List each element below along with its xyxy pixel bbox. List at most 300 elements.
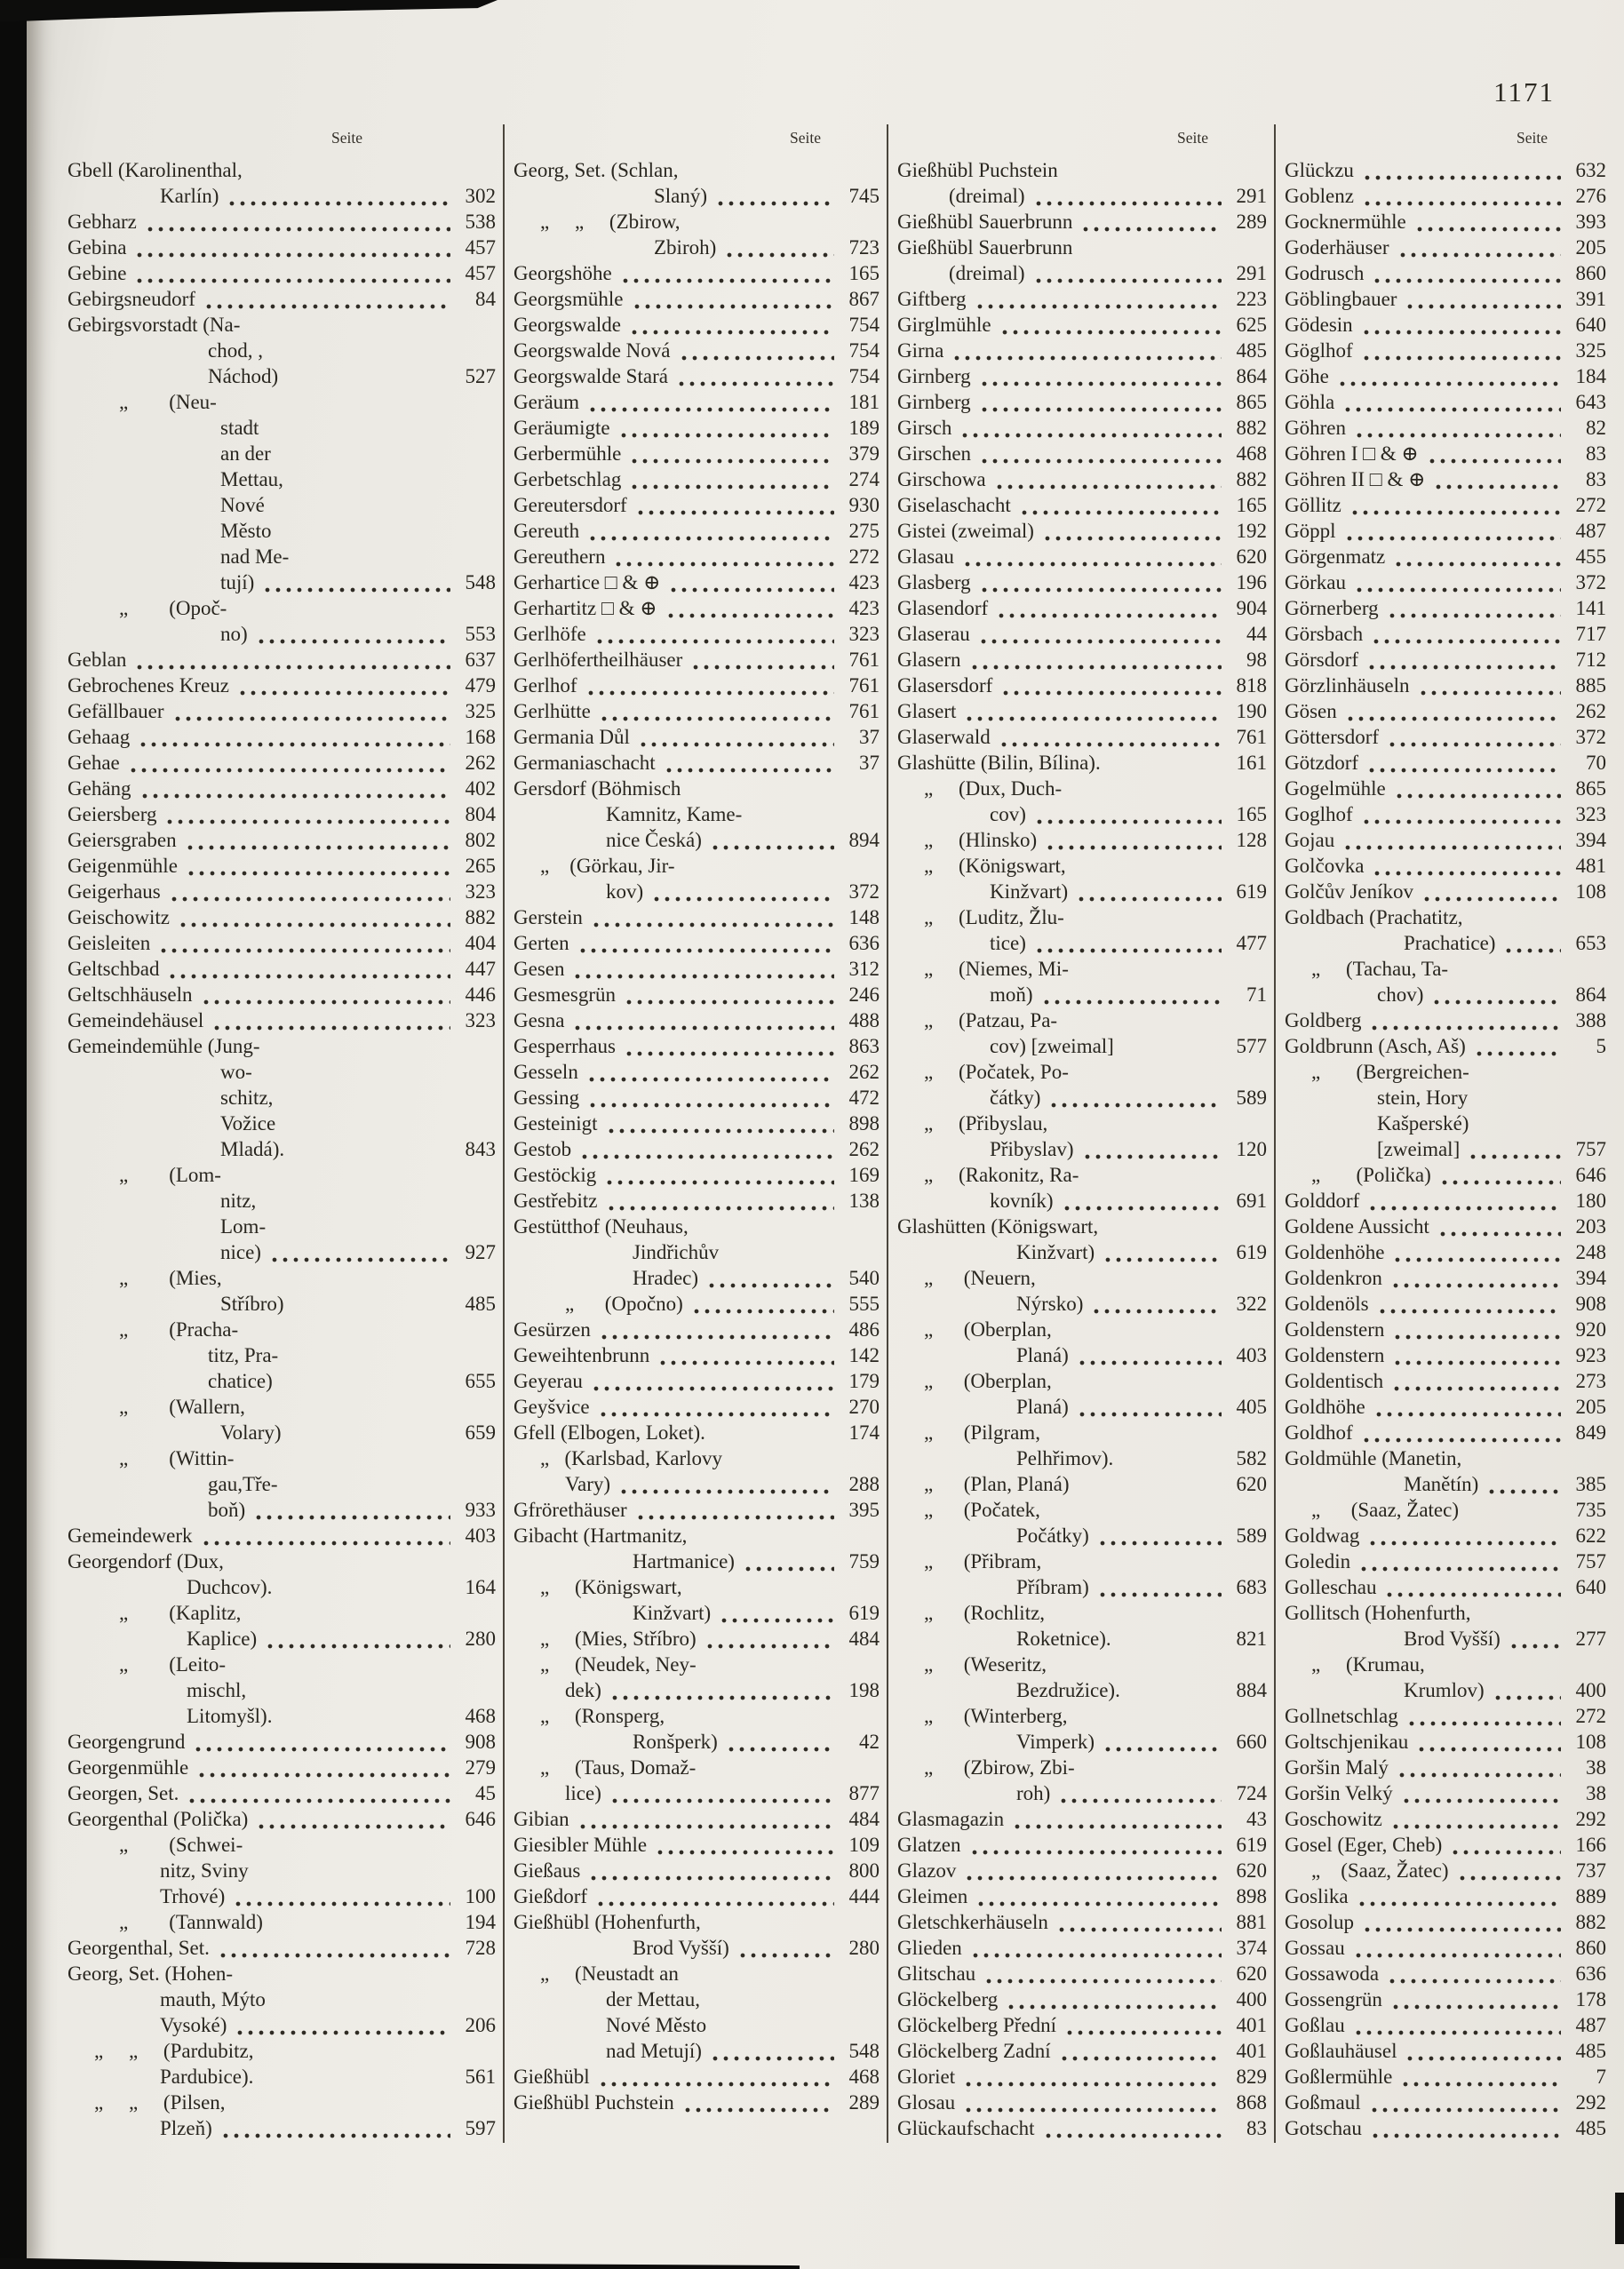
dot-leader bbox=[587, 520, 834, 545]
page-ref: 477 bbox=[1236, 932, 1267, 954]
page-ref: 908 bbox=[465, 1731, 496, 1753]
page-ref: 276 bbox=[1575, 185, 1606, 207]
entry-text: tice) bbox=[990, 932, 1026, 954]
entry-text: Glasberg bbox=[897, 571, 971, 593]
dot-leader bbox=[1392, 1344, 1561, 1370]
entry-text: mischl, bbox=[187, 1679, 247, 1701]
entry-text: Gösen bbox=[1285, 700, 1337, 722]
index-entry-line bbox=[68, 1550, 496, 1576]
index-entry-line bbox=[513, 442, 880, 468]
index-entry-line bbox=[513, 1473, 880, 1499]
dot-leader bbox=[737, 1937, 834, 1962]
dot-leader bbox=[1387, 597, 1561, 623]
page-ref: 485 bbox=[465, 1293, 496, 1315]
page-ref: 754 bbox=[848, 314, 880, 336]
page-ref: 712 bbox=[1575, 649, 1606, 671]
entry-text: Kaplice) bbox=[187, 1628, 258, 1650]
index-entry-line bbox=[1285, 159, 1606, 185]
entry-text: Brod Vyšší) bbox=[1404, 1628, 1501, 1650]
index-entry-line bbox=[513, 1499, 880, 1525]
page-ref: 385 bbox=[1575, 1473, 1606, 1495]
index-entry-line bbox=[1285, 494, 1606, 520]
entry-text: Vimperk) bbox=[1016, 1731, 1095, 1753]
page-ref: 323 bbox=[465, 1009, 496, 1031]
page-ref: 165 bbox=[1236, 803, 1267, 825]
page-ref: 274 bbox=[848, 468, 880, 490]
entry-text: Goldenöls bbox=[1285, 1293, 1369, 1315]
index-entry-line bbox=[897, 1859, 1267, 1885]
entry-text: Gemeindewerk bbox=[68, 1525, 193, 1547]
dot-leader bbox=[629, 314, 834, 339]
entry-text: Girschen bbox=[897, 442, 972, 465]
entry-text: nice) bbox=[220, 1241, 261, 1263]
index-column-2 bbox=[503, 124, 887, 2143]
index-entry-line bbox=[513, 1344, 880, 1370]
entry-text: nitz, bbox=[220, 1190, 257, 1212]
dot-leader bbox=[1421, 880, 1561, 906]
index-entry-line bbox=[513, 1653, 880, 1679]
entry-text: „ (Karlsbad, Karlovy bbox=[540, 1447, 723, 1469]
dot-leader bbox=[1387, 1962, 1561, 1988]
page-ref: 248 bbox=[1575, 1241, 1606, 1263]
entry-text: Kinžvart) bbox=[633, 1602, 712, 1624]
page-ref: 423 bbox=[848, 597, 880, 619]
dot-leader bbox=[665, 597, 834, 623]
index-entry-line bbox=[68, 236, 496, 262]
entry-text: Město bbox=[220, 520, 272, 542]
entry-text: „ (Tannwald) bbox=[119, 1911, 263, 1933]
dot-leader bbox=[1042, 520, 1222, 545]
index-entry-line bbox=[1285, 339, 1606, 365]
page-ref: 930 bbox=[848, 494, 880, 516]
dot-leader bbox=[1076, 880, 1222, 906]
index-entry-line bbox=[68, 2014, 496, 2040]
scan-edge-artifact-bottom bbox=[0, 2257, 800, 2269]
page-ref: 843 bbox=[465, 1138, 496, 1160]
dot-leader bbox=[1056, 1911, 1222, 1937]
page-ref: 322 bbox=[1236, 1293, 1267, 1315]
index-entry-line bbox=[1285, 1370, 1606, 1396]
dot-leader bbox=[1373, 1396, 1561, 1421]
page-ref: 597 bbox=[465, 2117, 496, 2139]
dot-leader bbox=[1437, 1215, 1561, 1241]
entry-text: Girglmühle bbox=[897, 314, 991, 336]
index-entry-line bbox=[513, 1035, 880, 1061]
entry-text: titz, Pra- bbox=[208, 1344, 279, 1366]
index-entry-line bbox=[897, 726, 1267, 752]
dot-leader bbox=[1509, 1628, 1561, 1653]
index-entry-line bbox=[1285, 1241, 1606, 1267]
entry-text: Vožice bbox=[220, 1112, 276, 1134]
page-ref: 394 bbox=[1575, 1267, 1606, 1289]
dot-leader bbox=[1103, 1731, 1222, 1756]
page-ref: 865 bbox=[1575, 777, 1606, 800]
page-ref: 198 bbox=[848, 1679, 880, 1701]
entry-text: Golleschau bbox=[1285, 1576, 1377, 1598]
index-entry-line bbox=[513, 1525, 880, 1550]
index-entry-line bbox=[513, 1808, 880, 1834]
dot-leader bbox=[1414, 211, 1561, 236]
index-entry-line bbox=[68, 1241, 496, 1267]
index-entry-line bbox=[68, 958, 496, 983]
entry-text: Glaserau bbox=[897, 623, 970, 645]
dot-leader bbox=[1371, 623, 1561, 649]
entry-text: Geisleiten bbox=[68, 932, 151, 954]
page-ref: 192 bbox=[1236, 520, 1267, 542]
entry-text: „ (Tachau, Ta- bbox=[1311, 958, 1449, 980]
dot-leader bbox=[169, 880, 450, 906]
index-entry-line bbox=[513, 1885, 880, 1911]
page-ref: 636 bbox=[848, 932, 880, 954]
page-ref: 312 bbox=[848, 958, 880, 980]
page-ref: 37 bbox=[859, 726, 880, 748]
index-entry-line bbox=[68, 545, 496, 571]
dot-leader bbox=[963, 2066, 1222, 2091]
page-ref: 479 bbox=[465, 674, 496, 697]
dot-leader bbox=[1391, 1370, 1561, 1396]
entry-text: Goglhof bbox=[1285, 803, 1353, 825]
page-ref: 486 bbox=[848, 1318, 880, 1341]
entry-text: Glashütte (Bilin, Bílina). bbox=[897, 752, 1101, 774]
dot-leader bbox=[256, 1808, 450, 1834]
page-ref: 864 bbox=[1236, 365, 1267, 387]
dot-leader bbox=[134, 236, 450, 262]
entry-text: „ (Počatek, bbox=[924, 1499, 1040, 1521]
dot-leader bbox=[1000, 674, 1222, 700]
index-entry-line bbox=[897, 1267, 1267, 1293]
index-entry-line bbox=[897, 2117, 1267, 2143]
page-ref: 120 bbox=[1236, 1138, 1267, 1160]
dot-leader bbox=[134, 262, 450, 288]
entry-text: Gesürzen bbox=[513, 1318, 591, 1341]
index-entry-line bbox=[68, 1190, 496, 1215]
index-entry-line bbox=[513, 1112, 880, 1138]
index-entry-line bbox=[897, 1962, 1267, 1988]
entry-text: Glieden bbox=[897, 1937, 962, 1959]
index-entry-line bbox=[897, 803, 1267, 829]
index-entry-line bbox=[68, 1112, 496, 1138]
entry-text: Kinžvart) bbox=[990, 880, 1069, 903]
entry-text: Gereuthern bbox=[513, 545, 606, 568]
entry-text: Golčův Jeníkov bbox=[1285, 880, 1414, 903]
index-entry-line bbox=[897, 1009, 1267, 1035]
dot-leader bbox=[1418, 674, 1561, 700]
index-entry-line bbox=[68, 1756, 496, 1782]
index-entry-line bbox=[897, 365, 1267, 391]
page-ref: 761 bbox=[1236, 726, 1267, 748]
entry-text: „ (Saaz, Žatec) bbox=[1311, 1499, 1460, 1521]
index-entry-line bbox=[68, 1164, 496, 1190]
index-entry-line bbox=[513, 855, 880, 880]
dot-leader bbox=[1390, 1988, 1561, 2014]
page-ref: 403 bbox=[1236, 1344, 1267, 1366]
entry-text: Göttersdorf bbox=[1285, 726, 1380, 748]
page-ref: 643 bbox=[1575, 391, 1606, 413]
page-ref: 920 bbox=[1575, 1318, 1606, 1341]
entry-text: Gossengrün bbox=[1285, 1988, 1382, 2010]
entry-text: Gerbermühle bbox=[513, 442, 622, 465]
dot-leader bbox=[1034, 932, 1222, 958]
page-ref: 289 bbox=[848, 2091, 880, 2114]
index-entry-line bbox=[1285, 803, 1606, 829]
entry-text: nice Česká) bbox=[606, 829, 702, 851]
entry-text: Goltschjenikau bbox=[1285, 1731, 1409, 1753]
page-ref: 168 bbox=[465, 726, 496, 748]
page-ref: 882 bbox=[1575, 1911, 1606, 1933]
index-entry-line bbox=[68, 1885, 496, 1911]
entry-text: gau,Tře- bbox=[208, 1473, 278, 1495]
index-entry-line bbox=[68, 1808, 496, 1834]
entry-text: „ (Neudek, Ney- bbox=[540, 1653, 697, 1676]
entry-text: Kašperské) bbox=[1377, 1112, 1469, 1134]
entry-text: „ (Rakonitz, Ra- bbox=[924, 1164, 1079, 1186]
dot-leader bbox=[196, 1756, 450, 1782]
page-ref: 178 bbox=[1575, 1988, 1606, 2010]
page-ref: 757 bbox=[1575, 1138, 1606, 1160]
page-ref: 484 bbox=[848, 1808, 880, 1830]
dot-leader bbox=[1468, 1138, 1561, 1164]
page-ref: 923 bbox=[1575, 1344, 1606, 1366]
dot-leader bbox=[167, 958, 450, 983]
dot-leader bbox=[743, 1550, 834, 1576]
index-entry-line bbox=[897, 1318, 1267, 1344]
entry-text: Glasmagazin bbox=[897, 1808, 1005, 1830]
index-entry-line bbox=[1285, 442, 1606, 468]
index-entry-line bbox=[68, 1138, 496, 1164]
dot-leader bbox=[588, 1859, 834, 1885]
entry-text: Gotschau bbox=[1285, 2117, 1362, 2139]
dot-leader bbox=[1362, 185, 1561, 211]
dot-leader bbox=[1361, 314, 1561, 339]
page-ref: 272 bbox=[848, 545, 880, 568]
index-entry-line bbox=[1285, 468, 1606, 494]
dot-leader bbox=[1342, 829, 1561, 855]
index-entry-line bbox=[1285, 1756, 1606, 1782]
entry-text: chov) bbox=[1377, 983, 1424, 1006]
entry-text: Glöckelberg Přední bbox=[897, 2014, 1057, 2036]
page-ref: 141 bbox=[1575, 597, 1606, 619]
dot-leader bbox=[963, 2091, 1222, 2117]
page-ref: 401 bbox=[1236, 2014, 1267, 2036]
index-entry-line bbox=[897, 1344, 1267, 1370]
page-ref: 205 bbox=[1575, 236, 1606, 259]
index-entry-line bbox=[1285, 1885, 1606, 1911]
index-entry-line bbox=[68, 726, 496, 752]
entry-text: Gessing bbox=[513, 1087, 580, 1109]
page-ref: 577 bbox=[1236, 1035, 1267, 1057]
index-entry-line bbox=[513, 236, 880, 262]
dot-leader bbox=[994, 468, 1222, 494]
index-entry-line bbox=[897, 1576, 1267, 1602]
entry-text: stadt bbox=[220, 417, 259, 439]
index-entry-line bbox=[1285, 211, 1606, 236]
entry-text: Golddorf bbox=[1285, 1190, 1360, 1212]
entry-text: Gbell (Karolinenthal, bbox=[68, 159, 243, 181]
dot-leader bbox=[269, 1241, 450, 1267]
entry-text: Glosau bbox=[897, 2091, 956, 2114]
entry-text: „ (Kaplitz, bbox=[119, 1602, 242, 1624]
page-ref: 868 bbox=[1236, 2091, 1267, 2114]
index-entry-line bbox=[1285, 1138, 1606, 1164]
dot-leader bbox=[1367, 1525, 1561, 1550]
index-entry-line bbox=[897, 1061, 1267, 1087]
index-entry-line bbox=[897, 1421, 1267, 1447]
entry-text: Karlín) bbox=[160, 185, 219, 207]
index-entry-line bbox=[897, 417, 1267, 442]
page-ref: 401 bbox=[1236, 2040, 1267, 2062]
index-entry-line bbox=[897, 1164, 1267, 1190]
page-ref: 273 bbox=[1575, 1370, 1606, 1392]
index-entry-line bbox=[513, 726, 880, 752]
dot-leader bbox=[128, 752, 450, 777]
dot-leader bbox=[682, 2091, 834, 2117]
index-entry-line bbox=[897, 1988, 1267, 2014]
page-ref: 867 bbox=[848, 288, 880, 310]
entry-text: Brod Vyšší) bbox=[633, 1937, 729, 1959]
entry-text: Gießhübl bbox=[513, 2066, 590, 2088]
index-entry-line bbox=[1285, 1576, 1606, 1602]
index-columns bbox=[57, 124, 1613, 2143]
index-column-3 bbox=[887, 124, 1274, 2143]
page-ref: 223 bbox=[1236, 288, 1267, 310]
page-ref: 802 bbox=[465, 829, 496, 851]
index-entry-line bbox=[68, 777, 496, 803]
entry-text: „ (Schwei- bbox=[119, 1834, 243, 1856]
index-entry-line bbox=[1285, 185, 1606, 211]
dot-leader bbox=[1097, 1525, 1222, 1550]
page-ref: 898 bbox=[848, 1112, 880, 1134]
dot-leader bbox=[1384, 1576, 1561, 1602]
entry-text: Gibacht (Hartmanitz, bbox=[513, 1525, 688, 1547]
index-entry-line bbox=[1285, 2040, 1606, 2066]
dot-leader bbox=[1372, 262, 1561, 288]
dot-leader bbox=[201, 983, 450, 1009]
entry-text: Gesteinigt bbox=[513, 1112, 598, 1134]
entry-text: Georgswalde Stará bbox=[513, 365, 668, 387]
page-ref: 683 bbox=[1236, 1576, 1267, 1598]
page-ref: 394 bbox=[1575, 829, 1606, 851]
entry-text: Görsdorf bbox=[1285, 649, 1359, 671]
page-ref: 540 bbox=[848, 1267, 880, 1289]
entry-text: Bezdružice). bbox=[1016, 1679, 1120, 1701]
entry-text: Prachatice) bbox=[1404, 932, 1496, 954]
index-entry-line bbox=[513, 1576, 880, 1602]
dot-leader bbox=[1354, 571, 1561, 597]
index-entry-line bbox=[68, 1009, 496, 1035]
dot-leader bbox=[1439, 1164, 1561, 1190]
index-entry-line bbox=[68, 262, 496, 288]
page-ref: 323 bbox=[465, 880, 496, 903]
dot-leader bbox=[1082, 1138, 1222, 1164]
entry-text: „ (Königswart, bbox=[540, 1576, 682, 1598]
index-entry-line bbox=[68, 1628, 496, 1653]
index-entry-line bbox=[1285, 1602, 1606, 1628]
entry-text: Goldhof bbox=[1285, 1421, 1353, 1444]
index-entry-line bbox=[897, 1370, 1267, 1396]
dot-leader bbox=[1103, 1241, 1222, 1267]
dot-leader bbox=[609, 1679, 834, 1705]
entry-text: Počátky) bbox=[1016, 1525, 1089, 1547]
index-entry-line bbox=[513, 365, 880, 391]
entry-text: „ (Weseritz, bbox=[924, 1653, 1047, 1676]
dot-leader bbox=[979, 391, 1222, 417]
index-entry-line bbox=[513, 674, 880, 700]
page-ref: 553 bbox=[465, 623, 496, 645]
entry-text: Gestob bbox=[513, 1138, 572, 1160]
entry-text: Götzdorf bbox=[1285, 752, 1359, 774]
index-entry-line bbox=[897, 855, 1267, 880]
index-entry-line bbox=[1285, 674, 1606, 700]
index-entry-line bbox=[897, 2066, 1267, 2091]
page-ref: 395 bbox=[848, 1499, 880, 1521]
entry-text: Georgenthal (Polička) bbox=[68, 1808, 249, 1830]
entry-text: Gereuth bbox=[513, 520, 580, 542]
dot-leader bbox=[1393, 545, 1561, 571]
dot-leader bbox=[962, 545, 1222, 571]
dot-leader bbox=[635, 494, 834, 520]
entry-text: Gesperrhaus bbox=[513, 1035, 616, 1057]
page-ref: 100 bbox=[465, 1885, 496, 1907]
dot-leader bbox=[1033, 185, 1222, 211]
entry-text: Planá) bbox=[1016, 1344, 1069, 1366]
index-entry-line bbox=[513, 391, 880, 417]
index-entry-line bbox=[513, 958, 880, 983]
page-ref: 653 bbox=[1575, 932, 1606, 954]
entry-text: Gerhartitz □ & ⊕ bbox=[513, 597, 657, 619]
dot-leader bbox=[1457, 1859, 1561, 1885]
entry-text: Glasert bbox=[897, 700, 957, 722]
entry-text: Glasendorf bbox=[897, 597, 989, 619]
dot-leader bbox=[1077, 1344, 1222, 1370]
entry-text: Göllitz bbox=[1285, 494, 1341, 516]
entry-text: „ (Mies, bbox=[119, 1267, 222, 1289]
index-entry-line bbox=[68, 1447, 496, 1473]
entry-text: Göppl bbox=[1285, 520, 1336, 542]
entry-text: Pardubice). bbox=[160, 2066, 254, 2088]
dot-leader bbox=[134, 649, 450, 674]
index-entry-line bbox=[897, 1808, 1267, 1834]
entry-text: Göhla bbox=[1285, 391, 1335, 413]
entry-text: Göblingbauer bbox=[1285, 288, 1397, 310]
page-ref: 404 bbox=[465, 932, 496, 954]
page-ref: 898 bbox=[1236, 1885, 1267, 1907]
entry-text: Glashütten (Königswart, bbox=[897, 1215, 1099, 1238]
index-entry-line bbox=[1285, 1731, 1606, 1756]
entry-text: (dreimal) bbox=[949, 262, 1025, 284]
index-entry-line bbox=[68, 932, 496, 958]
entry-text: Giftberg bbox=[897, 288, 967, 310]
page-ref: 548 bbox=[848, 2040, 880, 2062]
page-ref: 402 bbox=[465, 777, 496, 800]
index-entry-line bbox=[68, 2091, 496, 2117]
page-ref: 142 bbox=[848, 1344, 880, 1366]
index-entry-line bbox=[897, 211, 1267, 236]
dot-leader bbox=[632, 288, 834, 314]
index-entry-line bbox=[1285, 1911, 1606, 1937]
entry-text: tují) bbox=[220, 571, 255, 593]
page-ref: 619 bbox=[1236, 880, 1267, 903]
entry-text: „ (Plan, Planá) bbox=[924, 1473, 1070, 1495]
entry-text: cov) bbox=[990, 803, 1026, 825]
index-entry-line bbox=[68, 1344, 496, 1370]
entry-text: Georgengrund bbox=[68, 1731, 186, 1753]
dot-leader bbox=[964, 700, 1222, 726]
entry-text: Kamnitz, Kame- bbox=[606, 803, 743, 825]
dot-leader bbox=[1387, 726, 1561, 752]
page-ref: 457 bbox=[465, 262, 496, 284]
entry-text: Golčovka bbox=[1285, 855, 1365, 877]
index-entry-line bbox=[897, 777, 1267, 803]
